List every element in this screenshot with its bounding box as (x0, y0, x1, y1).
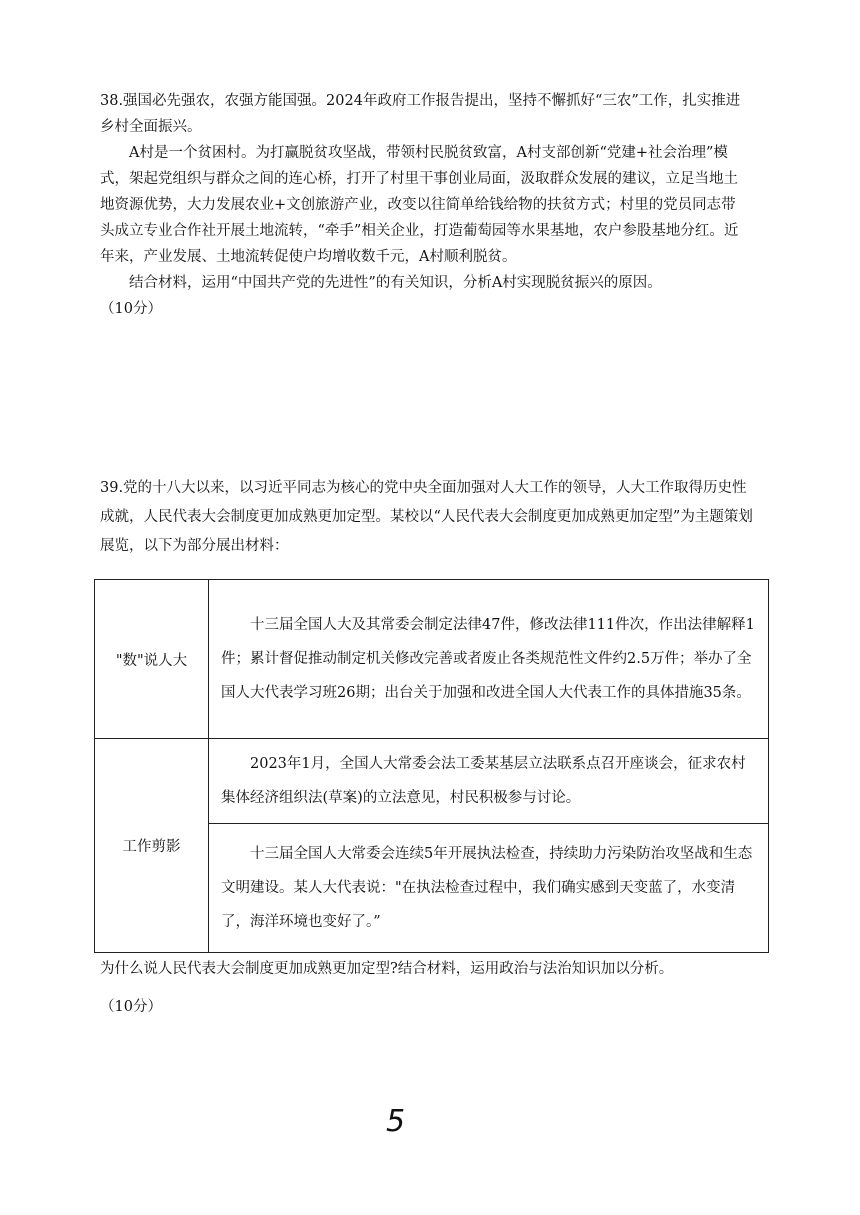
table-row (95, 739, 769, 824)
work-text-a: 2023年1月，全国人大常委会法工委某基层立法联系点召开座谈会，征求农村集体经济组织法(草案)的立法意见，村民积极参与讨论。 (221, 756, 746, 806)
q38-material: A村是一个贫困村。为打赢脱贫攻坚战，带领村民脱贫致富，A村支部创新“党建+社会治理”模式，架起党组织与群众之间的连心桥，打开了村里干事创业局面，汲取群众发展的建议，立足当地土地资源优势，大力发展农业+文创旅游产业，改变以往简单给钱给物的扶贫方式；村里的党员同志带头成立专业合作社开展土地流转，“牵手”相关企业，打造葡萄园等水果基地，农户参股基地分红。近年来，产业发展、土地流转促使户均增收数千元，A村顺利脱贫。 (100, 145, 739, 265)
row-label-work: 工作剪影 (95, 739, 209, 953)
q38-question: 结合材料，运用“中国共产党的先进性”的有关知识，分析A村实现脱贫振兴的原因。 (129, 275, 662, 291)
question-38 (100, 88, 745, 322)
q39-question: 为什么说人民代表大会制度更加成熟更加定型?结合材料，运用政治与法治知识加以分析。 (100, 961, 674, 977)
row-content-work-a (209, 739, 769, 824)
row-content-numbers (209, 580, 769, 739)
numbers-text: 十三届全国人大及其常委会制定法律47件，修改法律111件次，作出法律解释1件；累计督促推动制定机关修改完善或者废止各类规范性文件约2.5万件；举办了全国人大代表学习班26期；出台关于加强和改进全国人大代表工作的具体措施35条。 (221, 617, 755, 701)
q38-stem: 38.强国必先强农，农强方能国强。2024年政府工作报告提出，坚持不懈抓好“三农”工作，扎实推进乡村全面振兴。 (100, 93, 741, 135)
q39-score: （10分） (100, 999, 162, 1015)
exhibition-material-table (94, 579, 769, 953)
q38-score: （10分） (100, 301, 162, 317)
row-label-numbers: "数"说人大 (95, 580, 209, 739)
page-number: 5 (386, 1104, 406, 1139)
work-text-b: 十三届全国人大常委会连续5年开展执法检查，持续助力污染防治攻坚战和生态文明建设。某人大代表说："在执法检查过程中，我们确实感到天变蓝了，水变清了，海洋环境也变好了。” (221, 846, 753, 930)
q39-question-block (100, 956, 770, 1020)
table-row (95, 580, 769, 739)
row-content-work-b (209, 824, 769, 953)
q39-intro: 39.党的十八大以来，以习近平同志为核心的党中央全面加强对人大工作的领导，人大工作取得历史性成就，人民代表大会制度更加成熟更加定型。某校以“人民代表大会制度更加成熟更加定型”为主题策划展览，以下为部分展出材料： (100, 480, 753, 554)
question-39 (100, 474, 760, 561)
